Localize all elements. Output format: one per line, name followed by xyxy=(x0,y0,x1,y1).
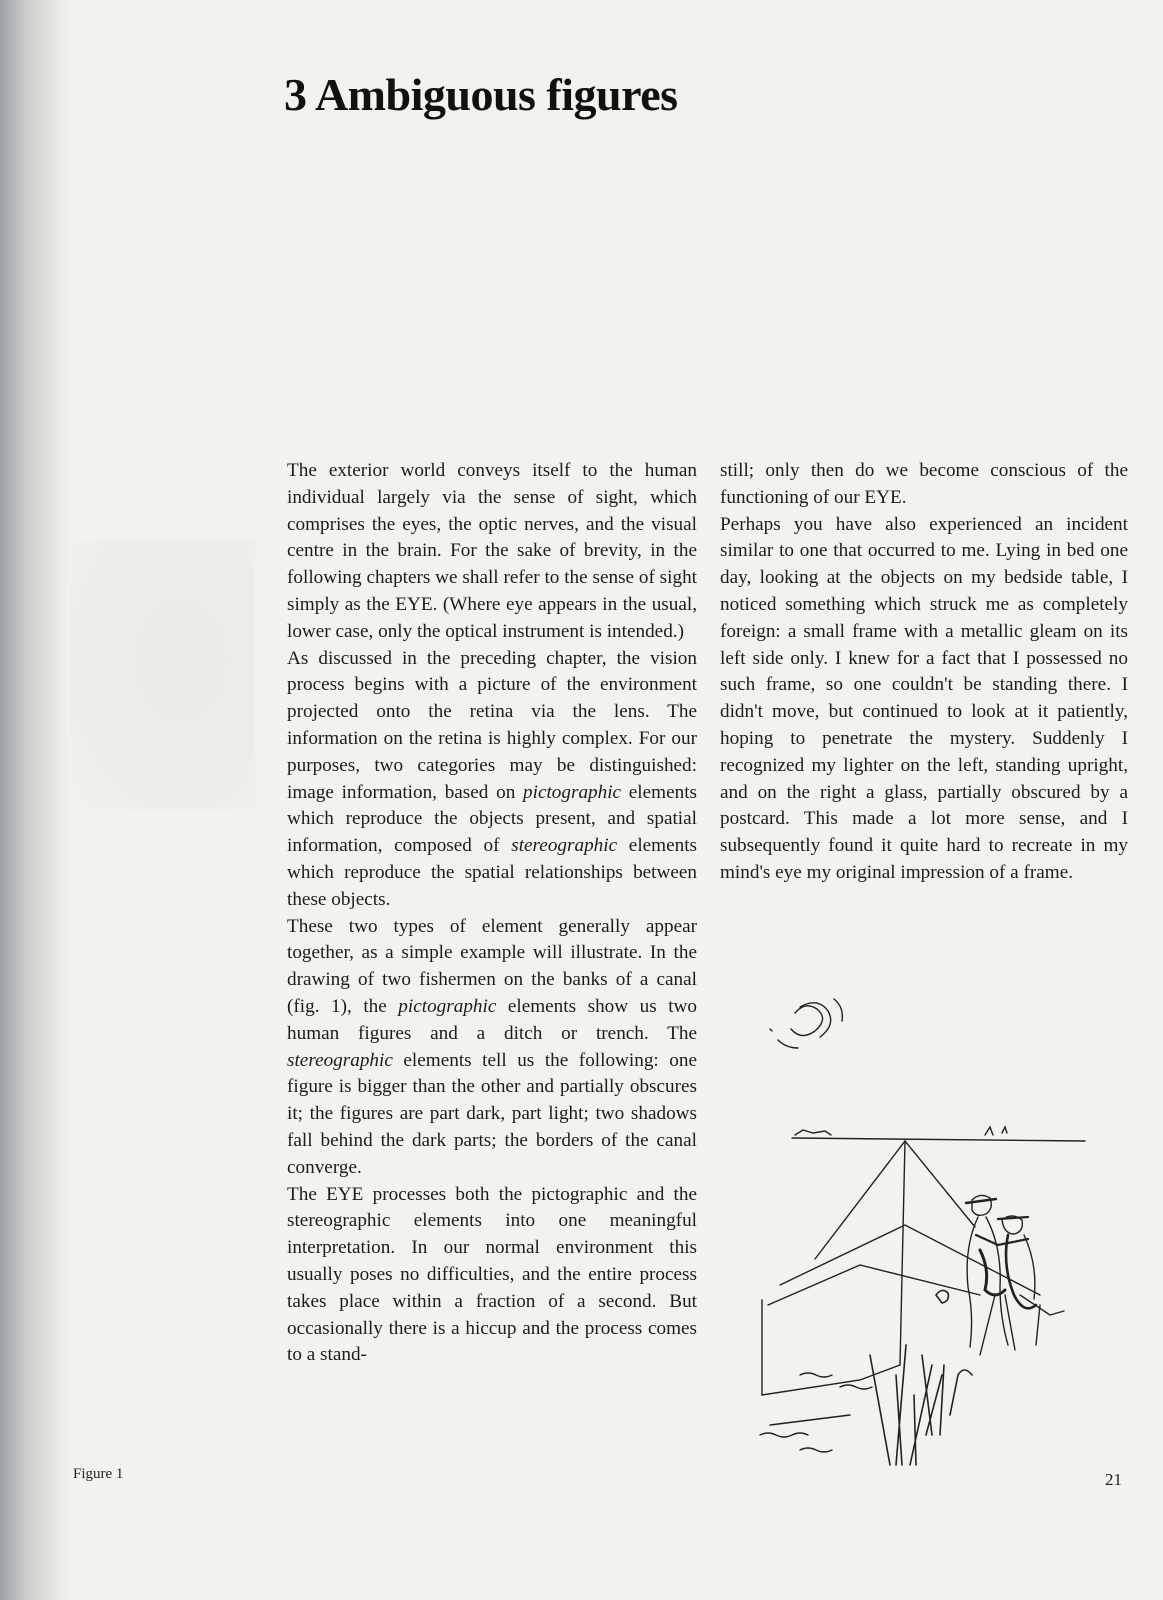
paragraph-standstill: still; only then do we become conscious of the functioning of our EYE. xyxy=(720,460,1128,508)
sketch-fishing-rod xyxy=(815,1141,905,1259)
paragraph-frame-anecdote: Perhaps you have also experienced an incident similar to one that occurred to me. Lying in bed one day, looking at the objects on my bedside table, I noticed something which struck me as completely foreign: a small frame with a metallic gleam on its left side only. I knew for a fact that I possessed no such frame, so one couldn't be standing there. I didn't move, but continued to look at it patiently, hoping to penetrate the mystery. Suddenly I recognized my lighter on the left, standing upright, and on the right a glass, partially obscured by a postcard. This made a lot more sense, and I subsequently found it quite hard to recreate in my mind's eye my original impression of a frame. xyxy=(720,513,1128,883)
sketch-water xyxy=(760,1373,872,1452)
sketch-reeds xyxy=(870,1290,972,1465)
page-binding-shadow xyxy=(0,0,70,1600)
right-text-column xyxy=(720,458,1128,887)
sketch-fisherman-small xyxy=(998,1216,1064,1345)
show-through-image xyxy=(70,540,255,810)
paragraph-eye-processing: The EYE processes both the pictographic and the stereographic elements into one meaningful interpretation. In our normal environment this usually poses no difficulties, and the entire process takes place within a fraction of a second. But occasionally there is a hiccup and the process comes to a stand- xyxy=(287,1183,697,1366)
figure-caption: Figure 1 xyxy=(73,1466,124,1482)
chapter-title: 3 Ambiguous figures xyxy=(284,69,678,120)
fishermen-sketch xyxy=(740,995,1110,1480)
page-number: 21 xyxy=(1105,1470,1122,1489)
sketch-swirl xyxy=(791,1006,823,1036)
paragraph-intro: The exterior world conveys itself to the human individual largely via the sense of sight, which comprises the eyes, the optic nerves, and the visual centre in the brain. For the sake of brevity, in the following chapters we shall refer to the sense of sight simply as the EYE. (Where eye appears in the usual, lower case, only the optical instrument is intended.) xyxy=(287,460,697,642)
paragraph-vision-process: As discussed in the preceding chapter, the vision process begins with a picture of the environment projected onto the retina via the lens. The information on the retina is highly complex. For our purposes, two categories may be distinguished: image information, based on pictographic elements which reproduce the objects present, and spatial information, composed of stereographic elements which reproduce the spatial relationships between these objects. xyxy=(287,647,697,910)
sketch-horizon xyxy=(792,1138,1085,1141)
left-text-column xyxy=(287,458,697,1369)
paragraph-fishermen-example: These two types of element generally appear together, as a simple example will illustrate. In the drawing of two fishermen on the banks of a canal (fig. 1), the pictographic elements show us two human figures and a ditch or trench. The stereographic elements tell us the following: one figure is bigger than the other and partially obscures it; the figures are part dark, part light; two shadows fall behind the dark parts; the borders of the canal converge. xyxy=(287,915,697,1178)
